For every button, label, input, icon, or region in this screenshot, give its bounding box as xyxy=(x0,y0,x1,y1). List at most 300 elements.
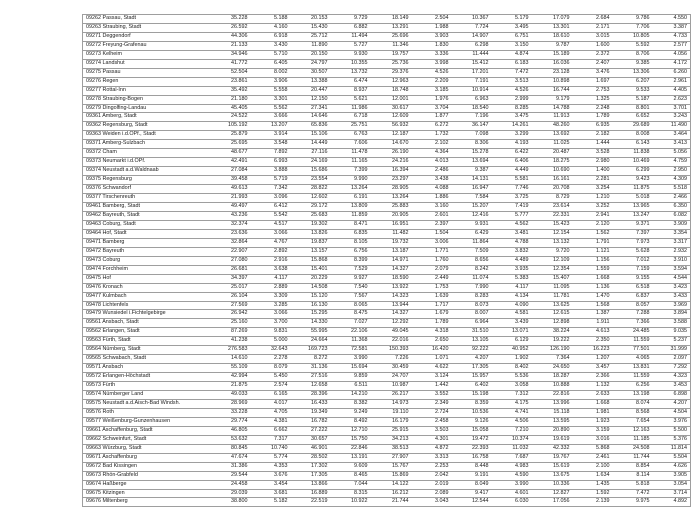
value-cell: 169.723 xyxy=(291,346,331,355)
value-cell: 2.397 xyxy=(412,220,452,229)
value-cell: 13.132 xyxy=(532,238,573,247)
value-cell: 25.879 xyxy=(211,131,251,140)
region-name-cell: 09273 Kelheim xyxy=(83,50,211,59)
value-cell: 4.088 xyxy=(412,185,452,194)
value-cell: 92.222 xyxy=(452,346,492,355)
value-cell: 22.816 xyxy=(532,391,573,400)
value-cell: 2.916 xyxy=(251,256,291,265)
value-cell: 27.341 xyxy=(291,104,331,113)
value-cell: 13.831 xyxy=(613,364,653,373)
value-cell: 11.559 xyxy=(613,337,653,346)
value-cell: 18.610 xyxy=(532,32,573,41)
table-row xyxy=(83,140,691,149)
value-cell: 1.444 xyxy=(573,140,613,149)
value-cell: 16.782 xyxy=(291,417,331,426)
value-cell: 3.903 xyxy=(412,32,452,41)
value-cell: 4.581 xyxy=(492,310,532,319)
value-cell: 3.548 xyxy=(251,140,291,149)
region-name-cell: 09464 Hof, Stadt xyxy=(83,229,211,238)
value-cell: 9.990 xyxy=(331,176,371,185)
value-cell: 15.407 xyxy=(532,274,573,283)
value-cell: 12.354 xyxy=(532,265,573,274)
value-cell: 27.569 xyxy=(211,301,251,310)
value-cell: 15.207 xyxy=(452,203,492,212)
value-cell: 9.931 xyxy=(452,220,492,229)
region-name-cell: 09361 Amberg, Stadt xyxy=(83,113,211,122)
value-cell: 6.272 xyxy=(412,122,452,131)
value-cell: 3.124 xyxy=(412,373,452,382)
value-cell: 6.756 xyxy=(331,247,371,256)
value-cell: 8.049 xyxy=(452,480,492,489)
value-cell: 4.517 xyxy=(251,220,291,229)
value-cell: 22.331 xyxy=(532,211,573,220)
value-cell: 27.516 xyxy=(291,373,331,382)
value-cell: 24.664 xyxy=(291,337,331,346)
value-cell: 8.306 xyxy=(452,140,492,149)
value-cell: 8.399 xyxy=(331,256,371,265)
value-cell: 2.407 xyxy=(573,59,613,68)
value-cell: 7.366 xyxy=(613,319,653,328)
value-cell: 15.423 xyxy=(532,220,573,229)
value-cell: 8.475 xyxy=(331,310,371,319)
region-name-cell: 09674 Haßberge xyxy=(83,480,211,489)
value-cell: 23.297 xyxy=(371,176,412,185)
value-cell: 31.999 xyxy=(653,346,691,355)
value-cell: 26.592 xyxy=(211,23,251,32)
value-cell: 3.914 xyxy=(251,131,291,140)
value-cell: 8.283 xyxy=(452,292,492,301)
value-cell: 6.751 xyxy=(492,32,532,41)
value-cell: 22.519 xyxy=(291,498,331,507)
value-cell: 13.071 xyxy=(492,328,532,337)
value-cell: 25.736 xyxy=(371,59,412,68)
table-row xyxy=(83,86,691,95)
table-row xyxy=(83,122,691,131)
value-cell: 1.442 xyxy=(412,382,452,391)
value-cell: 6.183 xyxy=(492,59,532,68)
value-cell: 3.905 xyxy=(653,471,691,480)
region-name-cell: 09675 Kitzingen xyxy=(83,489,211,498)
value-cell: 32.643 xyxy=(251,346,291,355)
value-cell: 6.837 xyxy=(613,292,653,301)
value-cell: 1.562 xyxy=(573,229,613,238)
value-cell: 10.805 xyxy=(613,32,653,41)
value-cell: 4.562 xyxy=(492,220,532,229)
value-cell: 26.942 xyxy=(211,310,251,319)
value-cell: 72.581 xyxy=(331,346,371,355)
region-name-cell: 09271 Deggendorf xyxy=(83,32,211,41)
value-cell: 12.963 xyxy=(371,77,412,86)
value-cell: 8.008 xyxy=(613,131,653,140)
region-name-cell: 09275 Passau xyxy=(83,68,211,77)
value-cell: 3.990 xyxy=(331,355,371,364)
value-cell: 8.007 xyxy=(452,310,492,319)
value-cell: 28.396 xyxy=(291,391,331,400)
value-cell: 1.753 xyxy=(412,283,452,292)
value-cell: 7.317 xyxy=(251,435,291,444)
value-cell: 11.032 xyxy=(492,444,532,453)
value-cell: 41.772 xyxy=(211,59,251,68)
value-cell: 52.504 xyxy=(211,68,251,77)
value-cell: 9.387 xyxy=(452,167,492,176)
value-cell: 35.228 xyxy=(211,15,251,24)
data-table xyxy=(82,14,691,507)
value-cell: 11.095 xyxy=(532,283,573,292)
table-row xyxy=(83,95,691,104)
value-cell: 13.625 xyxy=(532,301,573,310)
table-row xyxy=(83,265,691,274)
value-cell: 16.212 xyxy=(371,489,412,498)
region-name-cell: 09371 Amberg-Sulzbach xyxy=(83,140,211,149)
value-cell: 9.417 xyxy=(452,489,492,498)
value-cell: 7.397 xyxy=(613,229,653,238)
region-name-cell: 09476 Kronach xyxy=(83,283,211,292)
value-cell: 14.323 xyxy=(371,292,412,301)
value-cell: 16.889 xyxy=(291,489,331,498)
value-cell: 1.071 xyxy=(412,355,452,364)
value-cell: 1.988 xyxy=(412,23,452,32)
value-cell: 18.275 xyxy=(532,158,573,167)
value-cell: 19.110 xyxy=(371,408,412,417)
value-cell: 10.898 xyxy=(532,77,573,86)
value-cell: 16.130 xyxy=(291,301,331,310)
value-cell: 2.950 xyxy=(653,167,691,176)
value-cell: 48.677 xyxy=(211,149,251,158)
table-row xyxy=(83,426,691,435)
value-cell: 3.413 xyxy=(653,140,691,149)
value-cell: 4.013 xyxy=(412,158,452,167)
value-cell: 24.522 xyxy=(211,113,251,122)
value-cell: 38.800 xyxy=(211,498,251,507)
value-cell: 7.399 xyxy=(331,167,371,176)
region-name-cell: 09661 Aschaffenburg, Stadt xyxy=(83,426,211,435)
value-cell: 56.932 xyxy=(371,122,412,131)
value-cell: 6.511 xyxy=(331,382,371,391)
value-cell: 19.767 xyxy=(532,453,573,462)
table-row xyxy=(83,310,691,319)
value-cell: 5.518 xyxy=(653,185,691,194)
value-cell: 4.134 xyxy=(492,292,532,301)
value-cell: 8.402 xyxy=(492,364,532,373)
value-cell: 13.809 xyxy=(331,203,371,212)
table-row xyxy=(83,391,691,400)
value-cell: 1.923 xyxy=(573,417,613,426)
value-cell: 3.976 xyxy=(653,417,691,426)
value-cell: 3.457 xyxy=(573,364,613,373)
value-cell: 1.634 xyxy=(573,471,613,480)
value-cell: 12.154 xyxy=(532,229,573,238)
value-cell: 11.913 xyxy=(532,113,573,122)
value-cell: 30.657 xyxy=(291,435,331,444)
value-cell: 8.315 xyxy=(331,489,371,498)
value-cell: 3.832 xyxy=(492,247,532,256)
value-cell: 8.471 xyxy=(331,220,371,229)
value-cell: 3.638 xyxy=(251,265,291,274)
value-cell: 13.732 xyxy=(331,68,371,77)
table-row xyxy=(83,220,691,229)
region-name-cell: 09565 Schwabach, Stadt xyxy=(83,355,211,364)
value-cell: 2.019 xyxy=(412,480,452,489)
value-cell: 1.600 xyxy=(573,41,613,50)
value-cell: 48.260 xyxy=(532,122,573,131)
value-cell: 6.082 xyxy=(653,211,691,220)
table-row xyxy=(83,185,691,194)
value-cell: 3.015 xyxy=(573,32,613,41)
value-cell: 6.993 xyxy=(251,158,291,167)
value-cell: 8.002 xyxy=(251,68,291,77)
value-cell: 5.504 xyxy=(653,453,691,462)
value-cell: 4.506 xyxy=(492,417,532,426)
region-name-cell: 09673 Rhön-Grabfeld xyxy=(83,471,211,480)
region-name-cell: 09277 Rottal-Inn xyxy=(83,86,211,95)
value-cell: 11.890 xyxy=(291,41,331,50)
value-cell: 7.654 xyxy=(613,417,653,426)
value-cell: 12.710 xyxy=(331,426,371,435)
value-cell: 42.491 xyxy=(211,158,251,167)
value-cell: 8.568 xyxy=(613,408,653,417)
table-row xyxy=(83,274,691,283)
value-cell: 8.285 xyxy=(492,104,532,113)
value-cell: 2.350 xyxy=(573,337,613,346)
value-cell: 28.502 xyxy=(291,453,331,462)
value-cell: 4.449 xyxy=(492,167,532,176)
value-cell: 17.305 xyxy=(452,364,492,373)
value-cell: 6.964 xyxy=(452,319,492,328)
value-cell: 10.888 xyxy=(532,382,573,391)
value-cell: 10.987 xyxy=(371,382,412,391)
value-cell: 6.402 xyxy=(452,382,492,391)
value-cell: 27.907 xyxy=(371,453,412,462)
value-cell: 3.475 xyxy=(492,113,532,122)
value-cell: 9.927 xyxy=(331,274,371,283)
value-cell: 42.994 xyxy=(211,373,251,382)
value-cell: 7.312 xyxy=(492,391,532,400)
value-cell: 16.758 xyxy=(452,453,492,462)
value-cell: 4.353 xyxy=(251,462,291,471)
value-cell: 22.106 xyxy=(331,328,371,337)
value-cell: 3.935 xyxy=(492,265,532,274)
value-cell: 3.354 xyxy=(653,229,691,238)
value-cell: 15.868 xyxy=(291,256,331,265)
value-cell: 13.694 xyxy=(452,158,492,167)
value-cell: 2.209 xyxy=(412,77,452,86)
value-cell: 11.859 xyxy=(331,211,371,220)
value-cell: 4.767 xyxy=(251,238,291,247)
value-cell: 13.388 xyxy=(291,77,331,86)
value-cell: 1.325 xyxy=(573,95,613,104)
table-row xyxy=(83,68,691,77)
value-cell: 21.133 xyxy=(211,41,251,50)
value-cell: 13.826 xyxy=(291,229,331,238)
value-cell: 13.264 xyxy=(371,194,412,203)
value-cell: 14.973 xyxy=(371,399,412,408)
value-cell: 6.474 xyxy=(331,77,371,86)
value-cell: 3.476 xyxy=(573,68,613,77)
value-cell: 4.983 xyxy=(492,462,532,471)
value-cell: 2.999 xyxy=(492,95,532,104)
value-cell: 6.030 xyxy=(492,498,532,507)
value-cell: 16.394 xyxy=(371,167,412,176)
value-cell: 5.774 xyxy=(251,453,291,462)
value-cell: 4.318 xyxy=(412,328,452,337)
table-row xyxy=(83,462,691,471)
value-cell: 2.120 xyxy=(573,220,613,229)
value-cell: 18.287 xyxy=(532,373,573,382)
region-name-cell: 09372 Cham xyxy=(83,149,211,158)
value-cell: 11.559 xyxy=(613,373,653,382)
value-cell: 13.692 xyxy=(532,131,573,140)
value-cell: 4.504 xyxy=(653,408,691,417)
value-cell: 23.861 xyxy=(211,77,251,86)
value-cell: 3.285 xyxy=(251,301,291,310)
value-cell: 20.447 xyxy=(291,86,331,95)
value-cell: 3.594 xyxy=(653,265,691,274)
value-cell: 11.185 xyxy=(613,435,653,444)
value-cell: 20.487 xyxy=(532,149,573,158)
value-cell: 2.372 xyxy=(573,50,613,59)
value-cell: 7.419 xyxy=(492,203,532,212)
value-cell: 65.836 xyxy=(291,122,331,131)
table-row xyxy=(83,283,691,292)
value-cell: 8.465 xyxy=(331,471,371,480)
value-cell: 13.247 xyxy=(613,211,653,220)
value-cell: 14.610 xyxy=(211,355,251,364)
value-cell: 28.969 xyxy=(211,399,251,408)
value-cell: 6.918 xyxy=(251,32,291,41)
value-cell: 2.684 xyxy=(573,15,613,24)
region-name-cell: 09279 Dingolfing-Landau xyxy=(83,104,211,113)
region-name-cell: 09278 Straubing-Bogen xyxy=(83,95,211,104)
value-cell: 1.400 xyxy=(573,167,613,176)
table-body xyxy=(83,15,691,507)
value-cell: 6.256 xyxy=(613,382,653,391)
value-cell: 13.306 xyxy=(613,68,653,77)
value-cell: 2.577 xyxy=(653,41,691,50)
value-cell: 2.281 xyxy=(573,176,613,185)
value-cell: 24.216 xyxy=(371,158,412,167)
value-cell: 7.288 xyxy=(613,310,653,319)
value-cell: 6.143 xyxy=(613,140,653,149)
value-cell: 7.044 xyxy=(331,480,371,489)
value-cell: 15.295 xyxy=(291,310,331,319)
value-cell: 4.405 xyxy=(653,86,691,95)
value-cell: 7.191 xyxy=(452,77,492,86)
value-cell: 6.882 xyxy=(331,23,371,32)
value-cell: 45.405 xyxy=(211,104,251,113)
value-cell: 4.172 xyxy=(653,59,691,68)
value-cell: 2.633 xyxy=(573,391,613,400)
value-cell: 4.489 xyxy=(492,256,532,265)
value-cell: 15.767 xyxy=(371,462,412,471)
value-cell: 14.449 xyxy=(291,140,331,149)
value-cell: 1.760 xyxy=(412,256,452,265)
value-cell: 18.748 xyxy=(371,86,412,95)
value-cell: 14.907 xyxy=(452,32,492,41)
table-row xyxy=(83,373,691,382)
value-cell: 11.368 xyxy=(331,337,371,346)
table-row xyxy=(83,50,691,59)
value-cell: 19.837 xyxy=(291,238,331,247)
table-row xyxy=(83,41,691,50)
value-cell: 6.299 xyxy=(613,167,653,176)
value-cell: 15.619 xyxy=(532,462,573,471)
value-cell: 15.957 xyxy=(452,373,492,382)
value-cell: 9.609 xyxy=(331,462,371,471)
value-cell: 20.229 xyxy=(291,274,331,283)
region-name-cell: 09262 Passau, Stadt xyxy=(83,15,211,24)
value-cell: 3.423 xyxy=(653,283,691,292)
value-cell: 10.469 xyxy=(613,158,653,167)
region-name-cell: 09576 Roth xyxy=(83,408,211,417)
value-cell: 17.302 xyxy=(291,462,331,471)
value-cell: 9.035 xyxy=(653,328,691,337)
value-cell: 1.976 xyxy=(412,95,452,104)
value-cell: 3.006 xyxy=(412,238,452,247)
value-cell: 12.827 xyxy=(532,489,573,498)
value-cell: 20.890 xyxy=(532,426,573,435)
value-cell: 16.161 xyxy=(532,176,573,185)
table-row xyxy=(83,364,691,373)
value-cell: 15.058 xyxy=(452,426,492,435)
value-cell: 3.066 xyxy=(251,229,291,238)
value-cell: 25.160 xyxy=(211,319,251,328)
value-cell: 5.628 xyxy=(613,247,653,256)
value-cell: 3.185 xyxy=(412,86,452,95)
table-row xyxy=(83,489,691,498)
value-cell: 5.056 xyxy=(653,149,691,158)
value-cell: 2.042 xyxy=(412,471,452,480)
value-cell: 1.592 xyxy=(573,489,613,498)
value-cell: 1.132 xyxy=(573,382,613,391)
value-cell: 1.121 xyxy=(573,247,613,256)
table-row xyxy=(83,194,691,203)
value-cell: 53.632 xyxy=(211,435,251,444)
value-cell: 1.791 xyxy=(573,238,613,247)
value-cell: 4.301 xyxy=(412,435,452,444)
table-row xyxy=(83,417,691,426)
value-cell: 24.707 xyxy=(371,373,412,382)
value-cell: 29.172 xyxy=(291,203,331,212)
value-cell: 9.533 xyxy=(613,86,653,95)
value-cell: 13.301 xyxy=(532,23,573,32)
value-cell: 12.615 xyxy=(532,310,573,319)
value-cell: 1.568 xyxy=(573,301,613,310)
value-cell: 25.915 xyxy=(371,426,412,435)
value-cell: 46.805 xyxy=(211,426,251,435)
value-cell: 3.528 xyxy=(573,149,613,158)
table-row xyxy=(83,23,691,32)
value-cell: 8.706 xyxy=(613,50,653,59)
value-cell: 13.207 xyxy=(251,122,291,131)
value-cell: 2.079 xyxy=(412,265,452,274)
value-cell: 6.207 xyxy=(613,77,653,86)
value-cell: 29.376 xyxy=(371,68,412,77)
value-cell: 3.588 xyxy=(653,319,691,328)
value-cell: 12.544 xyxy=(452,498,492,507)
value-cell: 2.574 xyxy=(251,382,291,391)
value-cell: 16.951 xyxy=(371,220,412,229)
value-cell: 11.490 xyxy=(653,122,691,131)
value-cell: 26.681 xyxy=(211,265,251,274)
region-name-cell: 09561 Ansbach, Stadt xyxy=(83,319,211,328)
value-cell: 6.191 xyxy=(331,194,371,203)
value-cell: 1.981 xyxy=(573,408,613,417)
value-cell: 10.367 xyxy=(452,15,492,24)
value-cell: 9.385 xyxy=(613,59,653,68)
value-cell: 5.237 xyxy=(653,337,691,346)
value-cell: 3.150 xyxy=(492,41,532,50)
value-cell: 11.478 xyxy=(331,149,371,158)
